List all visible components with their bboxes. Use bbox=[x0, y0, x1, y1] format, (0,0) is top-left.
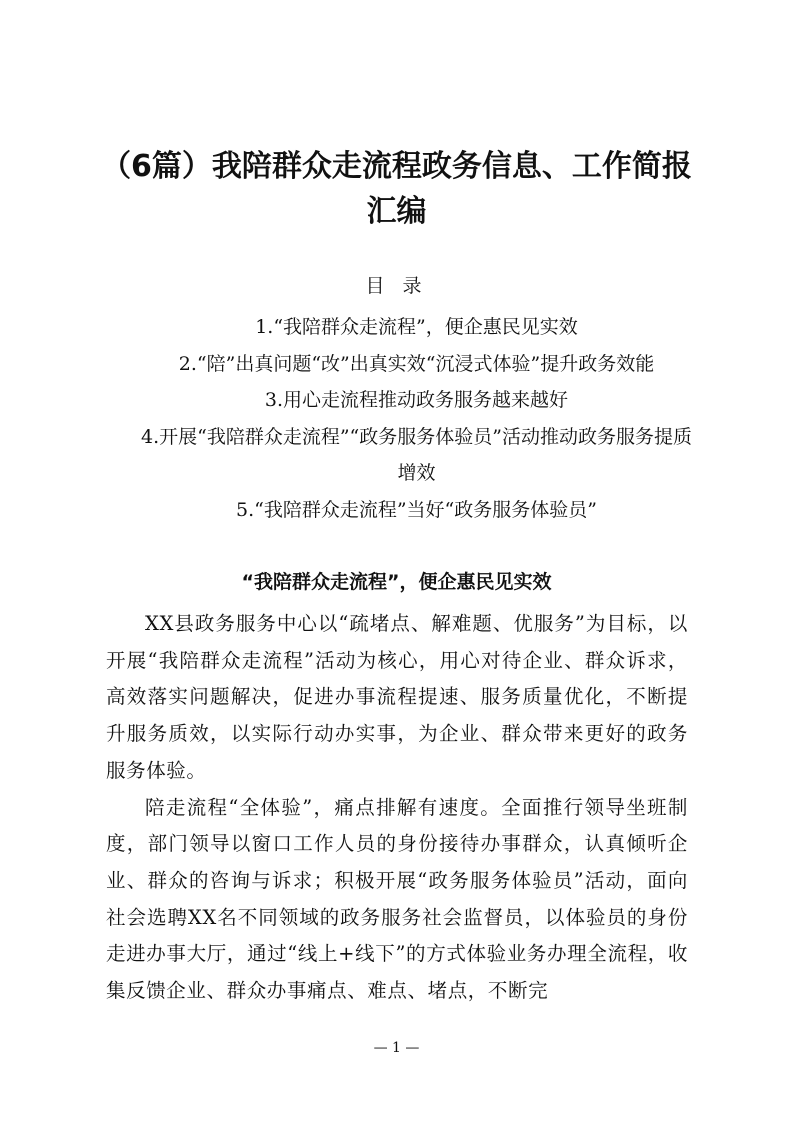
toc-item-1[interactable]: 1.“我陪群众走流程”，便企惠民见实效 bbox=[255, 316, 578, 338]
toc-item-4[interactable]: 4.开展“我陪群众走流程”“政务服务体验员”活动推动政务服务提质增效 bbox=[141, 425, 692, 484]
body-text bbox=[106, 606, 688, 1010]
toc-item-5[interactable]: 5.“我陪群众走流程”当好“政务服务体验员” bbox=[236, 498, 597, 521]
table-of-contents bbox=[140, 309, 693, 528]
toc-item-2[interactable]: 2.“陪”出真问题“改”出真实效“沉浸式体验”提升政务效能 bbox=[178, 352, 655, 375]
section-heading: “我陪群众走流程”，便企惠民见实效 bbox=[241, 571, 552, 593]
toc-item-3[interactable]: 3.用心走流程推动政务服务越来越好 bbox=[264, 389, 569, 411]
document-title: （6篇）我陪群众走流程政务信息、工作简报汇编 bbox=[101, 149, 692, 229]
paragraph-1: XX县政务服务中心以“疏堵点、解难题、优服务”为目标，以开展“我陪群众走流程”活动为核心，用心对待企业、群众诉求，高效落实问题解决，促进办事流程提速、服务质量优化，不断提升服务质效，以实际行动办实事，为企业、群众带来更好的政务服务体验。 bbox=[106, 612, 688, 782]
paragraph-2: 陪走流程“全体验”，痛点排解有速度。全面推行领导坐班制度，部门领导以窗口工作人员的身份接待办事群众，认真倾听企业、群众的咨询与诉求；积极开展“政务服务体验员”活动，面向社会选聘XX名不同领域的政务服务社会监督员，以体验员的身份走进办事大厅，通过“线上+线下”的方式体验业务办理全流程，收集反馈企业、群众办事痛点、难点、堵点，不断完 bbox=[106, 795, 688, 1003]
toc-heading: 目 录 bbox=[365, 275, 428, 297]
page-number: — 1 — bbox=[373, 1040, 420, 1056]
